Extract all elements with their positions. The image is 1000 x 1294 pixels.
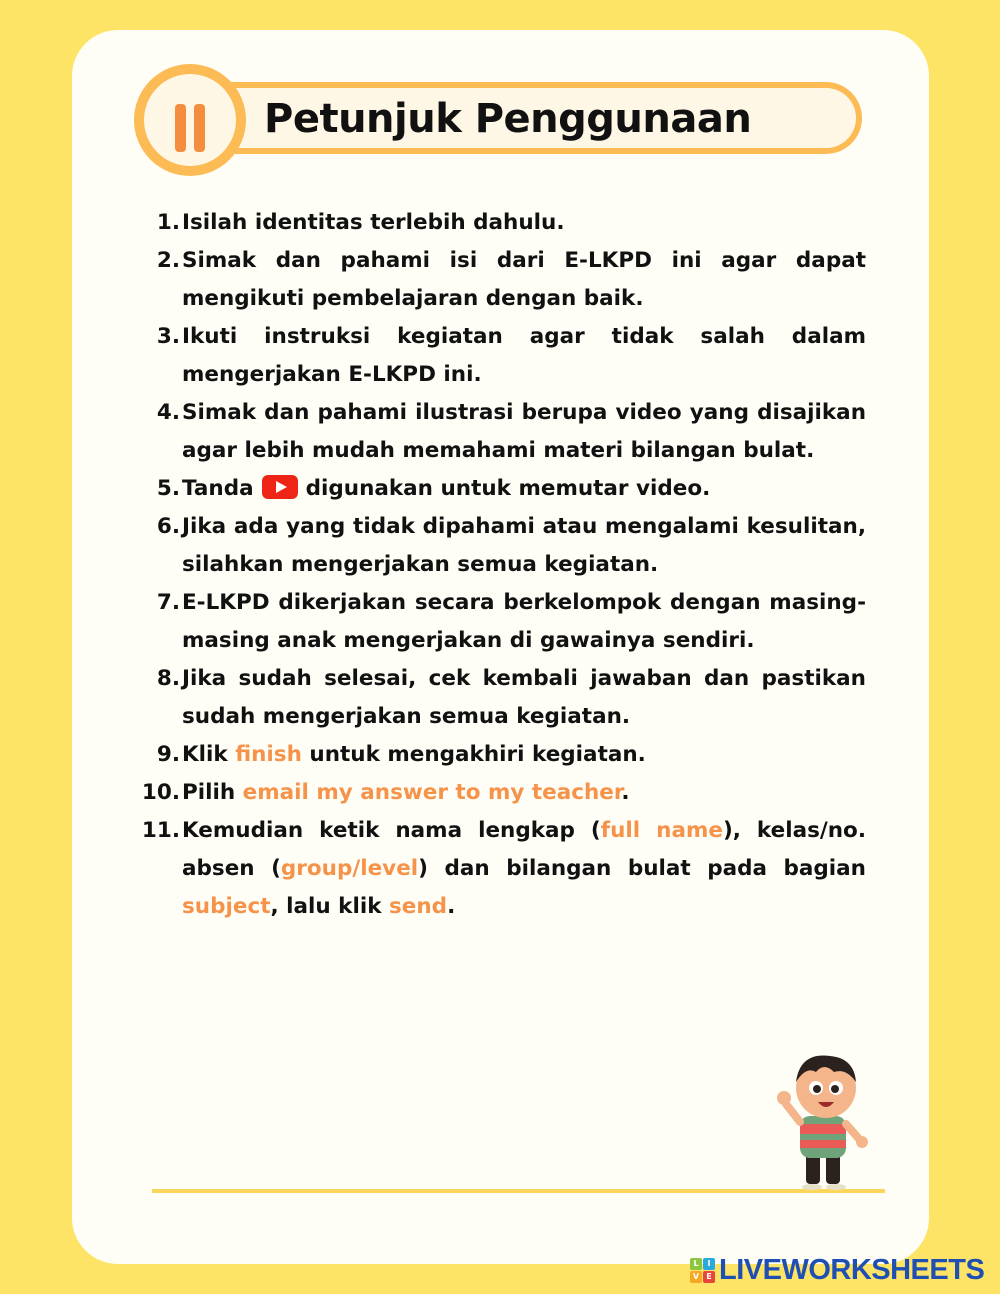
item-text [182, 660, 866, 736]
item-number: 8. [156, 666, 180, 691]
text-segment: Klik [182, 742, 236, 767]
item-text [182, 812, 866, 926]
text-segment: Simak dan pahami isi dari E-LKPD ini agar dapat mengikuti pembelajaran dengan baik. [182, 248, 866, 311]
highlighted-term: finish [235, 742, 302, 767]
liveworksheets-logo [690, 1254, 984, 1286]
text-segment: E-LKPD dikerjakan secara berkelompok dengan masing-masing anak mengerjakan di gawainya sendiri. [182, 590, 866, 653]
item-number: 6. [156, 514, 180, 539]
item-number: 4. [156, 400, 180, 425]
page-title: Petunjuk Penggunaan [264, 96, 752, 142]
list-item [140, 812, 866, 926]
list-item [140, 508, 866, 584]
text-segment: Tanda [182, 476, 254, 501]
item-number: 10. [141, 780, 180, 805]
item-text [182, 736, 866, 774]
text-segment: Isilah identitas terlebih dahulu. [182, 210, 565, 235]
item-number: 3. [156, 324, 180, 349]
highlighted-term: send [388, 894, 448, 919]
text-segment: digunakan untuk memutar video. [305, 476, 711, 501]
item-number: 5. [156, 476, 180, 501]
item-text [182, 242, 866, 318]
text-segment: ), kelas/no. absen ( [182, 818, 866, 881]
text-segment: ) dan bilangan bulat pada bagian [418, 856, 866, 881]
item-text [182, 394, 866, 470]
item-number: 11. [141, 818, 180, 843]
highlighted-term: email my answer to my teacher [242, 780, 622, 805]
pause-badge-icon [134, 64, 246, 176]
list-item [140, 394, 866, 470]
highlighted-term: full name [600, 818, 723, 843]
list-item [140, 736, 866, 774]
item-number: 9. [156, 742, 180, 767]
item-text [182, 508, 866, 584]
item-number: 7. [156, 590, 180, 615]
brand-name: LIVEWORKSHEETS [719, 1253, 985, 1286]
list-item [140, 242, 866, 318]
item-text [182, 774, 866, 812]
text-segment: . [447, 894, 456, 919]
text-segment: untuk mengakhiri kegiatan. [301, 742, 646, 767]
instruction-list [140, 204, 866, 926]
text-segment: Jika ada yang tidak dipahami atau mengalami kesulitan, silahkan mengerjakan semua kegiatan. [182, 514, 866, 577]
text-segment: , lalu klik [270, 894, 389, 919]
text-segment: Jika sudah selesai, cek kembali jawaban dan pastikan sudah mengerjakan semua kegiatan. [182, 666, 866, 729]
item-text [182, 584, 866, 660]
item-number: 2. [156, 248, 180, 273]
item-text [182, 470, 866, 508]
list-item [140, 318, 866, 394]
list-item [140, 774, 866, 812]
text-segment: Simak dan pahami ilustrasi berupa video yang disajikan agar lebih mudah memahami materi bilangan bulat. [182, 400, 866, 463]
item-number: 1. [156, 210, 180, 235]
logo-mark-icon: L I V E [690, 1258, 715, 1283]
highlighted-term: group/level [280, 856, 419, 881]
text-segment: Ikuti instruksi kegiatan agar tidak salah dalam mengerjakan E-LKPD ini. [182, 324, 866, 387]
item-text [182, 204, 866, 242]
text-segment: Pilih [182, 780, 243, 805]
list-item [140, 470, 866, 508]
item-text [182, 318, 866, 394]
highlighted-term: subject [182, 894, 271, 919]
text-segment: . [621, 780, 630, 805]
youtube-play-icon [262, 475, 298, 499]
list-item [140, 660, 866, 736]
text-segment: Kemudian ketik nama lengkap ( [182, 818, 601, 843]
list-item [140, 584, 866, 660]
list-item [140, 204, 866, 242]
boy-character-icon [776, 1052, 872, 1192]
